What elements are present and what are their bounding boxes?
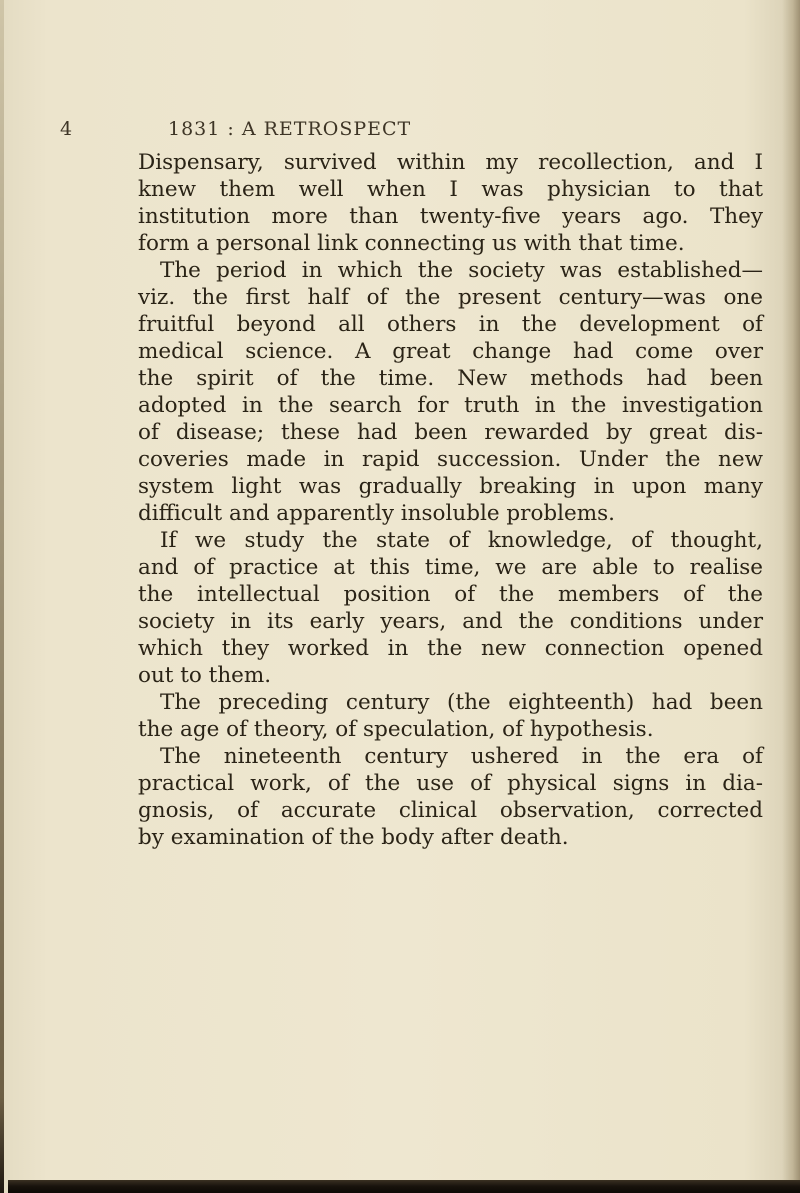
text-line: out to them. [138,663,272,688]
text-line: society in its early years, and the conditions under [138,609,763,634]
text-line: fruitful beyond all others in the development of [138,312,763,337]
text-line: institution more than twenty-five years ago. They [138,204,763,229]
text-line: form a personal link connecting us with that time. [138,231,685,256]
text-line: medical science. A great change had come over [138,339,763,364]
running-head: 1831 : A RETROSPECT [168,118,412,140]
text-line: system light was gradually breaking in upon many [138,474,763,499]
page-number: 4 [60,118,73,140]
text-line: practical work, of the use of physical signs in dia- [138,771,763,796]
page-left-edge [0,0,4,1193]
text-line: by examination of the body after death. [138,825,569,850]
text-line: of disease; these had been rewarded by great dis- [138,420,763,445]
text-line: If we study the state of knowledge, of thought, [160,528,763,553]
text-line: difficult and apparently insoluble problems. [138,501,616,526]
text-line: adopted in the search for truth in the investigation [138,393,763,418]
text-line: The preceding century (the eighteenth) had been [160,690,763,715]
text-line: The period in which the society was established— [160,258,763,283]
bottom-edge-shadow [8,1180,800,1193]
text-line: which they worked in the new connection opened [138,636,763,661]
text-line: Dispensary, survived within my recollection, and I [138,150,763,175]
text-line: the intellectual position of the members of the [138,582,763,607]
text-line: viz. the first half of the present century—was one [138,285,763,310]
text-line: and of practice at this time, we are able to realise [138,555,763,580]
text-line: The nineteenth century ushered in the era of [160,744,763,769]
text-line: knew them well when I was physician to that [138,177,763,202]
text-line: the spirit of the time. New methods had been [138,366,763,391]
page-gutter-shadow [782,0,800,1193]
text-line: coveries made in rapid succession. Under the new [138,447,763,472]
text-line: gnosis, of accurate clinical observation, corrected [138,798,763,823]
text-line: the age of theory, of speculation, of hypothesis. [138,717,654,742]
